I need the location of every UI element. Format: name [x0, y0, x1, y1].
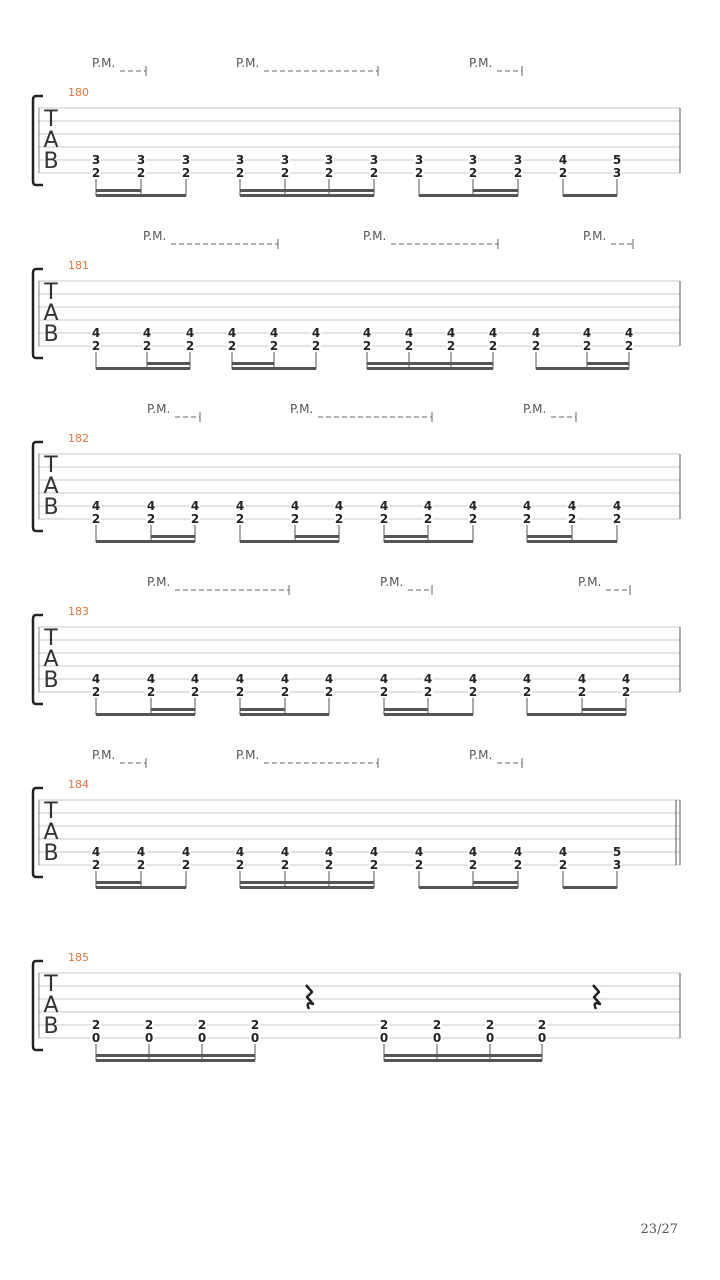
palm-mute-label: P.M. [583, 229, 607, 243]
fret-number: 0 [432, 1031, 442, 1045]
beam [367, 367, 493, 370]
fret-number: 2 [468, 858, 478, 872]
fret-number: 4 [91, 672, 101, 686]
fret-number: 2 [235, 512, 245, 526]
palm-mute-marking [290, 402, 432, 422]
tab-letter: T [44, 453, 58, 478]
fret-number: 2 [227, 339, 237, 353]
fret-number: 4 [227, 326, 237, 340]
fret-number: 4 [311, 326, 321, 340]
palm-mute-marking [523, 402, 576, 422]
tab-note [612, 153, 622, 196]
fret-number: 4 [334, 499, 344, 513]
beam-secondary [295, 535, 339, 538]
fret-number: 2 [369, 858, 379, 872]
fret-number: 2 [577, 685, 587, 699]
fret-number: 2 [190, 512, 200, 526]
fret-number: 0 [537, 1031, 547, 1045]
fret-number: 4 [379, 672, 389, 686]
beam-secondary [527, 535, 572, 538]
fret-number: 4 [146, 672, 156, 686]
tab-note [558, 845, 568, 888]
fret-number: 5 [612, 845, 622, 859]
fret-number: 2 [190, 685, 200, 699]
palm-mute-label: P.M. [236, 748, 260, 762]
tab-note [531, 326, 541, 369]
fret-number: 2 [621, 685, 631, 699]
beam [240, 194, 374, 197]
fret-number: 2 [91, 685, 101, 699]
fret-number: 2 [624, 339, 634, 353]
fret-number: 0 [144, 1031, 154, 1045]
fret-number: 4 [324, 845, 334, 859]
tab-system [33, 56, 680, 197]
beam [419, 194, 518, 197]
beam-secondary [473, 189, 518, 192]
fret-number: 2 [334, 512, 344, 526]
palm-mute-label: P.M. [523, 402, 547, 416]
beam [96, 367, 190, 370]
beam [96, 713, 195, 716]
fret-number: 3 [280, 153, 290, 167]
fret-number: 2 [235, 858, 245, 872]
fret-number: 2 [423, 512, 433, 526]
fret-number: 2 [269, 339, 279, 353]
tab-note [181, 153, 191, 196]
fret-number: 2 [414, 858, 424, 872]
fret-number: 4 [142, 326, 152, 340]
beam [419, 886, 518, 889]
beam [240, 713, 329, 716]
tab-note [235, 499, 245, 542]
tab-letter: B [43, 668, 59, 693]
beam-secondary [151, 708, 195, 711]
fret-number: 4 [531, 326, 541, 340]
tab-letter: T [44, 799, 58, 824]
measure-number: 182 [68, 432, 89, 445]
fret-number: 2 [136, 166, 146, 180]
beam [384, 1059, 542, 1062]
beam-secondary [96, 1054, 255, 1057]
tab-system [33, 402, 680, 543]
tab-note [468, 672, 478, 715]
measure-number: 181 [68, 259, 89, 272]
fret-number: 2 [404, 339, 414, 353]
beam [563, 886, 617, 889]
palm-mute-label: P.M. [236, 56, 260, 70]
beam [240, 886, 374, 889]
tab-note [91, 326, 101, 369]
fret-number: 4 [468, 499, 478, 513]
page-number: 23/27 [640, 1222, 678, 1237]
fret-number: 3 [91, 153, 101, 167]
tab-letter: A [43, 993, 59, 1018]
fret-number: 3 [414, 153, 424, 167]
fret-number: 0 [379, 1031, 389, 1045]
beam-secondary [240, 708, 285, 711]
fret-number: 5 [612, 153, 622, 167]
measure-number: 183 [68, 605, 89, 618]
fret-number: 4 [280, 672, 290, 686]
tab-system [33, 229, 680, 370]
fret-number: 3 [612, 858, 622, 872]
fret-number: 4 [558, 845, 568, 859]
fret-number: 4 [513, 845, 523, 859]
fret-number: 2 [91, 1018, 101, 1032]
fret-number: 4 [522, 672, 532, 686]
beam-secondary [384, 708, 428, 711]
fret-number: 2 [414, 166, 424, 180]
fret-number: 4 [423, 499, 433, 513]
measure-number: 180 [68, 86, 89, 99]
fret-number: 4 [235, 672, 245, 686]
tab-note [324, 672, 334, 715]
fret-number: 2 [379, 1018, 389, 1032]
system-bracket [33, 269, 43, 358]
fret-number: 4 [446, 326, 456, 340]
beam [384, 713, 473, 716]
beam-secondary [240, 189, 374, 192]
palm-mute-marking [578, 575, 630, 595]
fret-number: 2 [446, 339, 456, 353]
palm-mute-marking [92, 56, 146, 76]
fret-number: 2 [468, 166, 478, 180]
tab-letter: T [44, 972, 58, 997]
fret-number: 4 [185, 326, 195, 340]
fret-number: 2 [488, 339, 498, 353]
fret-number: 4 [362, 326, 372, 340]
fret-number: 4 [91, 326, 101, 340]
fret-number: 2 [379, 512, 389, 526]
beam-secondary [151, 535, 195, 538]
tab-note [181, 845, 191, 888]
beam [96, 1059, 255, 1062]
fret-number: 2 [136, 858, 146, 872]
palm-mute-label: P.M. [380, 575, 404, 589]
fret-number: 3 [324, 153, 334, 167]
measure-number: 184 [68, 778, 89, 791]
tab-note [522, 672, 532, 715]
tab-note [468, 499, 478, 542]
fret-number: 3 [468, 153, 478, 167]
tab-letter: B [43, 1014, 59, 1039]
fret-number: 3 [369, 153, 379, 167]
system-bracket [33, 615, 43, 704]
system-bracket [33, 442, 43, 531]
beam [563, 194, 617, 197]
fret-number: 2 [558, 858, 568, 872]
fret-number: 4 [369, 845, 379, 859]
fret-number: 2 [582, 339, 592, 353]
fret-number: 4 [567, 499, 577, 513]
fret-number: 4 [379, 499, 389, 513]
fret-number: 2 [522, 512, 532, 526]
fret-number: 4 [414, 845, 424, 859]
fret-number: 2 [181, 166, 191, 180]
fret-number: 2 [513, 858, 523, 872]
palm-mute-label: P.M. [469, 56, 493, 70]
beam [96, 540, 195, 543]
palm-mute-label: P.M. [143, 229, 167, 243]
tab-letter: T [44, 107, 58, 132]
fret-number: 3 [612, 166, 622, 180]
palm-mute-marking [92, 748, 146, 768]
tab-system [33, 575, 680, 716]
fret-number: 3 [181, 153, 191, 167]
fret-number: 0 [91, 1031, 101, 1045]
palm-mute-marking [363, 229, 498, 249]
fret-number: 4 [468, 845, 478, 859]
palm-mute-label: P.M. [92, 748, 116, 762]
beam-secondary [587, 362, 629, 365]
fret-number: 4 [91, 499, 101, 513]
tab-note [311, 326, 321, 369]
beam-secondary [384, 1054, 542, 1057]
fret-number: 2 [324, 685, 334, 699]
fret-number: 3 [136, 153, 146, 167]
beam [240, 540, 339, 543]
beam [527, 540, 617, 543]
tab-note [91, 672, 101, 715]
fret-number: 0 [485, 1031, 495, 1045]
beam-secondary [384, 535, 428, 538]
fret-number: 4 [582, 326, 592, 340]
fret-number: 4 [269, 326, 279, 340]
fret-number: 4 [190, 499, 200, 513]
tab-note [414, 845, 424, 888]
fret-number: 2 [91, 858, 101, 872]
palm-mute-marking [469, 56, 522, 76]
beam [536, 367, 629, 370]
tab-letter: A [43, 128, 59, 153]
fret-number: 4 [146, 499, 156, 513]
fret-number: 2 [197, 1018, 207, 1032]
palm-mute-label: P.M. [290, 402, 314, 416]
fret-number: 2 [146, 512, 156, 526]
palm-mute-marking [236, 56, 378, 76]
tab-note [612, 845, 622, 888]
beam-secondary [96, 881, 141, 884]
fret-number: 2 [432, 1018, 442, 1032]
beam [96, 886, 186, 889]
palm-mute-marking [147, 575, 289, 595]
fret-number: 4 [488, 326, 498, 340]
tab-system [33, 748, 680, 889]
fret-number: 4 [404, 326, 414, 340]
fret-number: 4 [235, 845, 245, 859]
palm-mute-marking [469, 748, 522, 768]
palm-mute-marking [236, 748, 378, 768]
fret-number: 2 [91, 166, 101, 180]
quarter-rest [306, 985, 313, 1009]
fret-number: 2 [146, 685, 156, 699]
tab-letter: T [44, 280, 58, 305]
tab-note [558, 153, 568, 196]
fret-number: 0 [197, 1031, 207, 1045]
fret-number: 2 [185, 339, 195, 353]
fret-number: 4 [577, 672, 587, 686]
fret-number: 2 [144, 1018, 154, 1032]
fret-number: 2 [91, 339, 101, 353]
tab-note [91, 499, 101, 542]
beam-secondary [96, 189, 141, 192]
beam-secondary [582, 708, 626, 711]
fret-number: 2 [531, 339, 541, 353]
tab-note [414, 153, 424, 196]
tab-letter: B [43, 322, 59, 347]
fret-number: 2 [235, 685, 245, 699]
tab-letter: B [43, 495, 59, 520]
tab-letter: A [43, 820, 59, 845]
measure-number: 185 [68, 951, 89, 964]
fret-number: 2 [142, 339, 152, 353]
fret-number: 2 [311, 339, 321, 353]
fret-number: 4 [290, 499, 300, 513]
fret-number: 2 [324, 858, 334, 872]
fret-number: 4 [190, 672, 200, 686]
fret-number: 2 [612, 512, 622, 526]
fret-number: 2 [290, 512, 300, 526]
system-bracket [33, 96, 43, 185]
quarter-rest [593, 985, 600, 1009]
fret-number: 4 [522, 499, 532, 513]
fret-number: 2 [324, 166, 334, 180]
tab-letter: B [43, 149, 59, 174]
fret-number: 2 [423, 685, 433, 699]
palm-mute-marking [583, 229, 633, 249]
fret-number: 4 [324, 672, 334, 686]
palm-mute-marking [380, 575, 432, 595]
fret-number: 4 [235, 499, 245, 513]
fret-number: 2 [468, 685, 478, 699]
fret-number: 2 [235, 166, 245, 180]
system-bracket [33, 961, 43, 1050]
fret-number: 4 [136, 845, 146, 859]
palm-mute-label: P.M. [578, 575, 602, 589]
fret-number: 2 [379, 685, 389, 699]
fret-number: 3 [235, 153, 245, 167]
beam-secondary [473, 881, 518, 884]
fret-number: 2 [280, 166, 290, 180]
palm-mute-marking [147, 402, 200, 422]
fret-number: 2 [513, 166, 523, 180]
system-bracket [33, 788, 43, 877]
fret-number: 2 [558, 166, 568, 180]
palm-mute-label: P.M. [147, 575, 171, 589]
tab-letter: A [43, 647, 59, 672]
fret-number: 2 [362, 339, 372, 353]
beam-secondary [232, 362, 274, 365]
fret-number: 2 [91, 512, 101, 526]
fret-number: 4 [558, 153, 568, 167]
fret-number: 3 [513, 153, 523, 167]
beam [384, 540, 473, 543]
fret-number: 0 [250, 1031, 260, 1045]
beam-secondary [147, 362, 190, 365]
beam-secondary [240, 881, 374, 884]
fret-number: 2 [250, 1018, 260, 1032]
palm-mute-marking [143, 229, 278, 249]
fret-number: 4 [468, 672, 478, 686]
tab-letter: A [43, 474, 59, 499]
fret-number: 2 [567, 512, 577, 526]
beam [527, 713, 626, 716]
tab-system [33, 951, 680, 1062]
tab-letter: T [44, 626, 58, 651]
palm-mute-label: P.M. [92, 56, 116, 70]
fret-number: 4 [612, 499, 622, 513]
palm-mute-label: P.M. [469, 748, 493, 762]
tab-letter: A [43, 301, 59, 326]
tab-letter: B [43, 841, 59, 866]
beam [96, 194, 186, 197]
fret-number: 4 [91, 845, 101, 859]
palm-mute-label: P.M. [363, 229, 387, 243]
fret-number: 2 [468, 512, 478, 526]
palm-mute-label: P.M. [147, 402, 171, 416]
fret-number: 2 [280, 685, 290, 699]
fret-number: 4 [624, 326, 634, 340]
fret-number: 2 [485, 1018, 495, 1032]
fret-number: 4 [423, 672, 433, 686]
fret-number: 2 [369, 166, 379, 180]
fret-number: 4 [181, 845, 191, 859]
tab-note [612, 499, 622, 542]
fret-number: 4 [621, 672, 631, 686]
fret-number: 2 [537, 1018, 547, 1032]
fret-number: 2 [181, 858, 191, 872]
fret-number: 2 [522, 685, 532, 699]
fret-number: 2 [280, 858, 290, 872]
fret-number: 4 [280, 845, 290, 859]
beam [232, 367, 316, 370]
beam-secondary [367, 362, 493, 365]
